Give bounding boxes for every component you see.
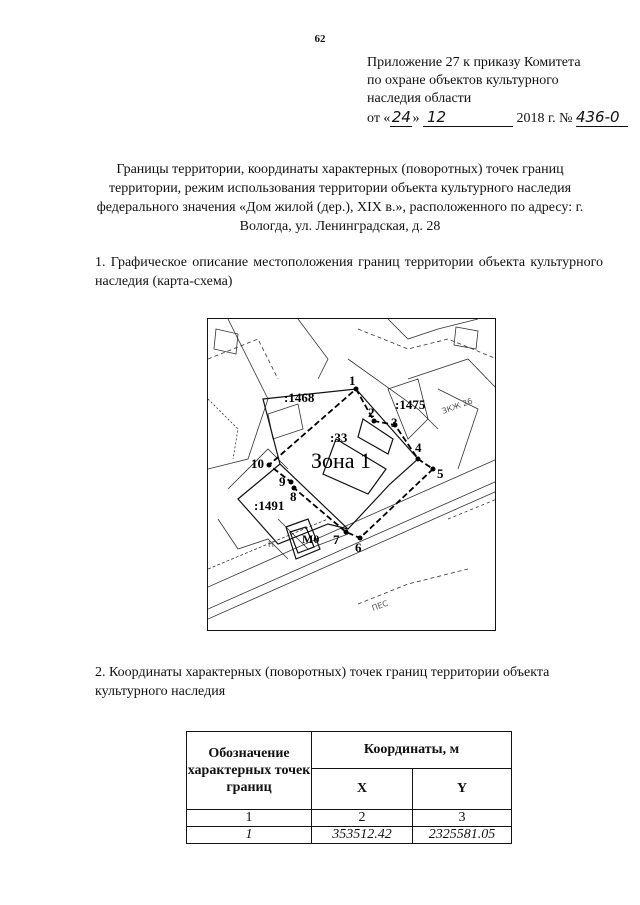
- point-label-3: 3: [391, 415, 398, 430]
- section-1-heading: 1. Графическое описание местоположения границ территории объекта культурного наследия (карта-схема): [95, 255, 603, 289]
- map-label-m0: М0: [302, 532, 320, 546]
- point-label-8: 8: [290, 489, 297, 504]
- boundary-point-10: [267, 463, 272, 468]
- table-index-row: [187, 810, 512, 827]
- section-2-heading: 2. Координаты характерных (поворотных) точек границ территории объекта культурного наследия: [95, 665, 550, 699]
- boundary-point-4: [416, 457, 421, 462]
- boundary-point-5: [431, 467, 436, 472]
- header-y: Y: [413, 769, 512, 810]
- index-cell-2: 2: [312, 810, 413, 827]
- site-plan-svg: [208, 319, 496, 631]
- index-cell-3: 3: [413, 810, 512, 827]
- date-year: 2018 г. №: [516, 111, 573, 126]
- cell-x: 353512.42: [312, 827, 413, 844]
- table-row: [187, 827, 512, 844]
- map-label-pes: ПЕС: [370, 598, 390, 613]
- appendix-date-line: [367, 108, 632, 128]
- point-label-4: 4: [415, 440, 422, 455]
- header-x: X: [312, 769, 413, 810]
- coordinates-table: [186, 731, 512, 844]
- date-prefix: от «: [367, 111, 391, 126]
- boundary-point-9: [289, 480, 294, 485]
- date-month: 12: [423, 108, 513, 127]
- date-day: 24: [391, 108, 411, 126]
- parcel-label-1475: :1475: [395, 397, 426, 412]
- boundary-point-7: [344, 530, 349, 535]
- site-plan-map: [207, 318, 496, 631]
- parcel-label-33: :33: [330, 430, 348, 445]
- point-label-7: 7: [333, 532, 340, 547]
- header-point-designation: Обозначение характерных точек границ: [187, 732, 312, 810]
- point-label-1: 1: [349, 373, 356, 388]
- date-mid: »: [412, 111, 423, 126]
- point-label-9: 9: [279, 474, 286, 489]
- point-label-10: 10: [251, 456, 264, 471]
- point-label-5: 5: [437, 466, 444, 481]
- parcel-label-1468: :1468: [284, 390, 315, 405]
- appendix-line-3: наследия области: [367, 91, 472, 106]
- cell-y: 2325581.05: [413, 827, 512, 844]
- appendix-line-1: Приложение 27 к приказу Комитета: [367, 55, 581, 70]
- page-number: 62: [314, 33, 326, 45]
- map-label-zkzh: ЗКЖ 26: [440, 396, 474, 416]
- appendix-line-2: по охране объектов культурного: [367, 73, 559, 88]
- index-cell-1: 1: [187, 810, 312, 827]
- header-coordinates: Координаты, м: [312, 732, 512, 769]
- zone-1-label: Зона 1: [311, 448, 372, 473]
- parcel-label-1491: :1491: [254, 498, 285, 513]
- order-number: 436-0: [576, 108, 628, 127]
- map-label-n: Н: [268, 540, 275, 549]
- cell-point: 1: [187, 827, 312, 844]
- point-label-2: 2: [368, 405, 375, 420]
- point-label-6: 6: [355, 540, 362, 555]
- document-title: Границы территории, координаты характерных (поворотных) точек границ территории, режим использования территории объекта культурного наследия федерального значения «Дом жилой (дер.), XIX в.», расположенного по адресу: г. Вологда, ул. Ленинградская, д. 28: [96, 162, 584, 234]
